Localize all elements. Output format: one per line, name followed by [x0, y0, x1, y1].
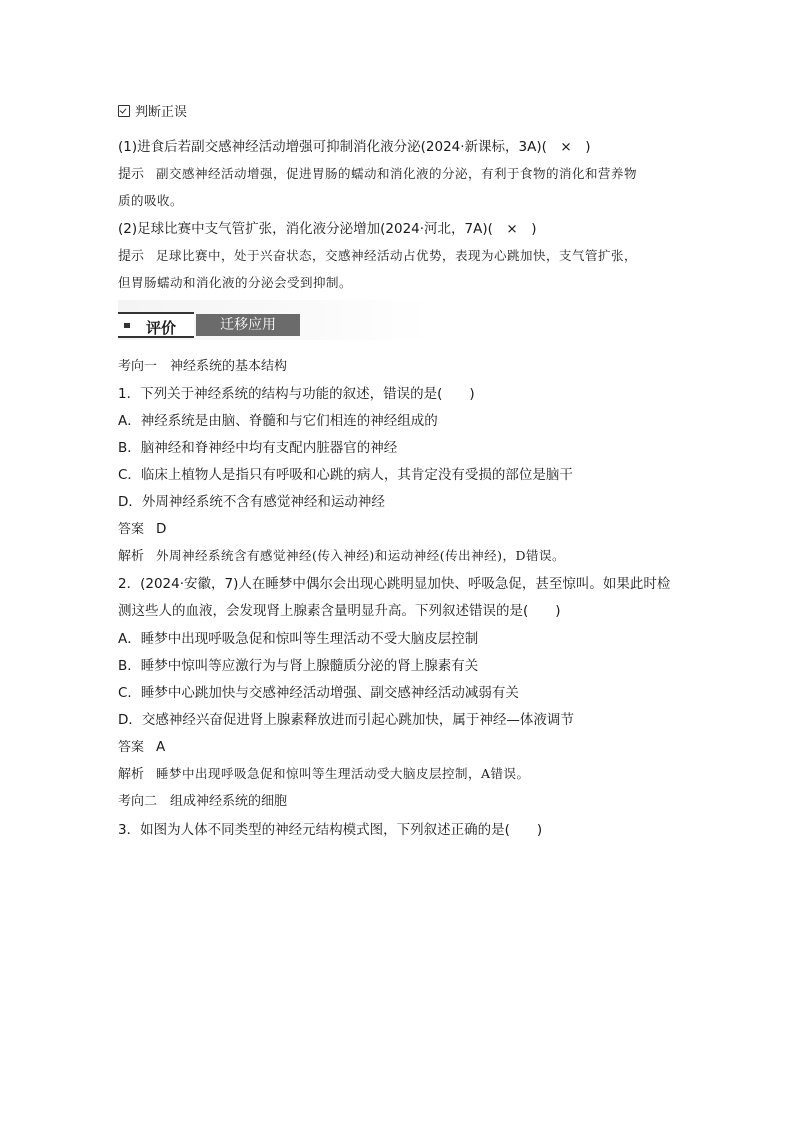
hint-label: 提示 [118, 167, 145, 182]
hint-text: 副交感神经活动增强，促进胃肠的蠕动和消化液的分泌，有利于食物的消化和营养物 [156, 166, 638, 181]
answer-value: D [156, 521, 167, 537]
ex3-stem: 3．如图为人体不同类型的神经元结构模式图，下列叙述正确的是( ) [118, 822, 543, 838]
ex1-stem: 1．下列关于神经系统的结构与功能的叙述，错误的是( ) [118, 386, 475, 402]
direction-heading-1: 考向一 神经系统的基本结构 [118, 359, 288, 374]
judge-header [118, 104, 187, 122]
ex1-answer [118, 520, 166, 539]
analysis-label: 解析 [118, 767, 145, 782]
section-bar-right-label: 迁移应用 [196, 314, 300, 336]
q1-statement: (1)进食后若副交感神经活动增强可抑制消化液分泌(2024·新课标，3A)( × ) [118, 139, 591, 155]
ex1-option-a: A．神经系统是由脑、脊髓和与它们相连的神经组成的 [118, 413, 438, 429]
hint-text: 足球比赛中，处于兴奋状态，交感神经活动占优势，表现为心跳加快，支气管扩张， [156, 248, 638, 263]
q1-hint-line2: 质的吸收。 [118, 193, 184, 208]
section-bar-left [118, 312, 194, 338]
ex2-option-b: B．睡梦中惊叫等应激行为与肾上腺髓质分泌的肾上腺素有关 [118, 658, 479, 674]
q2-hint-line1 [118, 247, 637, 266]
q2-statement: (2)足球比赛中支气管扩张，消化液分泌增加(2024·河北，7A)( × ) [118, 221, 537, 237]
ex2-analysis [118, 765, 530, 784]
answer-label: 答案 [118, 522, 145, 537]
analysis-text: 睡梦中出现呼吸急促和惊叫等生理活动受大脑皮层控制，A错误。 [156, 766, 530, 781]
square-bullet-icon [124, 323, 130, 328]
ex1-option-b: B．脑神经和脊神经中均有支配内脏器官的神经 [118, 440, 398, 456]
ex2-option-c: C．睡梦中心跳加快与交感神经活动增强、副交感神经活动减弱有关 [118, 685, 519, 701]
ex2-stem-line2: 测这些人的血液，会发现肾上腺素含量明显升高。下列叙述错误的是( ) [118, 603, 561, 619]
answer-label: 答案 [118, 740, 145, 755]
ex2-option-a: A．睡梦中出现呼吸急促和惊叫等生理活动不受大脑皮层控制 [118, 631, 479, 647]
analysis-label: 解析 [118, 549, 145, 564]
ex2-answer [118, 738, 165, 757]
judge-header-text: 判断正误 [135, 105, 188, 120]
q1-hint-line1 [118, 165, 637, 184]
ex1-option-d: D．外周神经系统不含有感觉神经和运动神经 [118, 494, 385, 510]
q2-hint-line2: 但胃肠蠕动和消化液的分泌会受到抑制。 [118, 275, 353, 290]
direction-heading-2: 考向二 组成神经系统的细胞 [118, 794, 288, 809]
section-bar-left-label: 评价 [146, 319, 177, 337]
answer-value: A [156, 739, 166, 755]
analysis-text: 外周神经系统含有感觉神经(传入神经)和运动神经(传出神经)，D错误。 [156, 548, 566, 563]
section-bar [118, 312, 300, 338]
ex2-option-d: D．交感神经兴奋促进肾上腺素释放进而引起心跳加快，属于神经—体液调节 [118, 712, 574, 728]
ex2-stem-line1: 2．(2024·安徽，7)人在睡梦中偶尔会出现心跳明显加快、呼吸急促，甚至惊叫。如果此时检 [118, 576, 671, 592]
checkbox-edit-icon [118, 105, 130, 117]
ex1-analysis [118, 547, 565, 566]
ex1-option-c: C．临床上植物人是指只有呼吸和心跳的病人，其肯定没有受损的部位是脑干 [118, 467, 573, 483]
hint-label: 提示 [118, 249, 145, 264]
